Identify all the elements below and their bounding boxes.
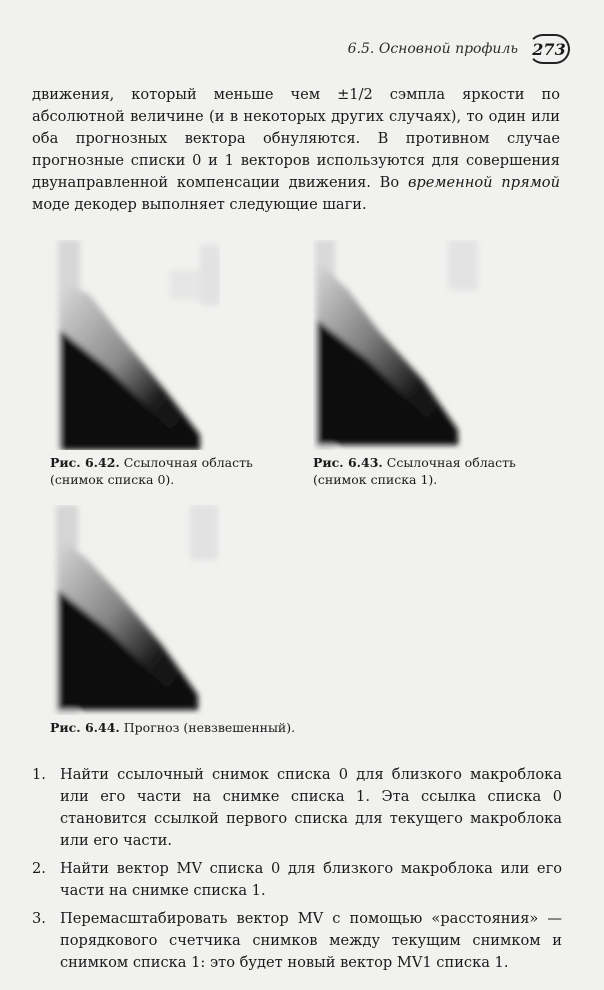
steps-list <box>32 764 562 980</box>
page-header <box>348 34 570 64</box>
step-text: Перемасштабировать вектор MV с помощью «расстояния» — порядкового счетчика снимков между текущим снимком и снимком списка 1: это будет новый вектор MV1 списка 1. <box>60 910 562 971</box>
step-text: Найти вектор MV списка 0 для близкого макроблока или его части на снимке списка 1. <box>60 860 562 899</box>
figure-caption-text: Ссылочная область (снимок списка 0). <box>50 455 253 487</box>
figure-caption <box>313 454 543 488</box>
figure-6-44 <box>50 505 310 736</box>
figure-caption <box>50 454 260 488</box>
list-item <box>32 764 562 852</box>
figure-caption-text: Прогноз (невзвешенный). <box>123 720 296 735</box>
figure-label: Рис. 6.44. <box>50 720 120 735</box>
paragraph-emphasis: временной прямой <box>407 174 560 191</box>
step-number: 3. <box>32 910 46 927</box>
list-item <box>32 858 562 902</box>
body-paragraph <box>32 84 560 216</box>
step-number: 2. <box>32 860 46 877</box>
figure-label: Рис. 6.42. <box>50 455 120 470</box>
figure-caption <box>50 719 310 736</box>
figure-image <box>50 240 220 450</box>
step-number: 1. <box>32 766 46 783</box>
running-head: 6.5. Основной профиль <box>347 41 518 57</box>
paragraph-text-1: движения, который меньше чем ±1/2 сэмпла яркости по абсолютной величине (и в некоторых других случаях), то один или оба прогнозных вектора обнуляются. В противном случае прогнозные списки 0 и 1 векторов используются для совершения двунаправленной компенсации движения. Во <box>32 86 560 191</box>
figure-6-43 <box>313 240 543 488</box>
list-item <box>32 908 562 974</box>
figure-6-42 <box>50 240 260 488</box>
page-number: 273 <box>528 34 570 64</box>
figure-image <box>50 505 220 715</box>
figure-label: Рис. 6.43. <box>313 455 383 470</box>
figure-image <box>313 240 483 450</box>
paragraph-text-2: моде декодер выполняет следующие шаги. <box>32 196 367 213</box>
step-text: Найти ссылочный снимок списка 0 для близкого макроблока или его части на снимке списка 1. Эта ссылка списка 0 становится ссылкой первого списка для текущего макроблока или его части. <box>60 766 562 849</box>
figure-caption-text: Ссылочная область (снимок списка 1). <box>313 455 516 487</box>
